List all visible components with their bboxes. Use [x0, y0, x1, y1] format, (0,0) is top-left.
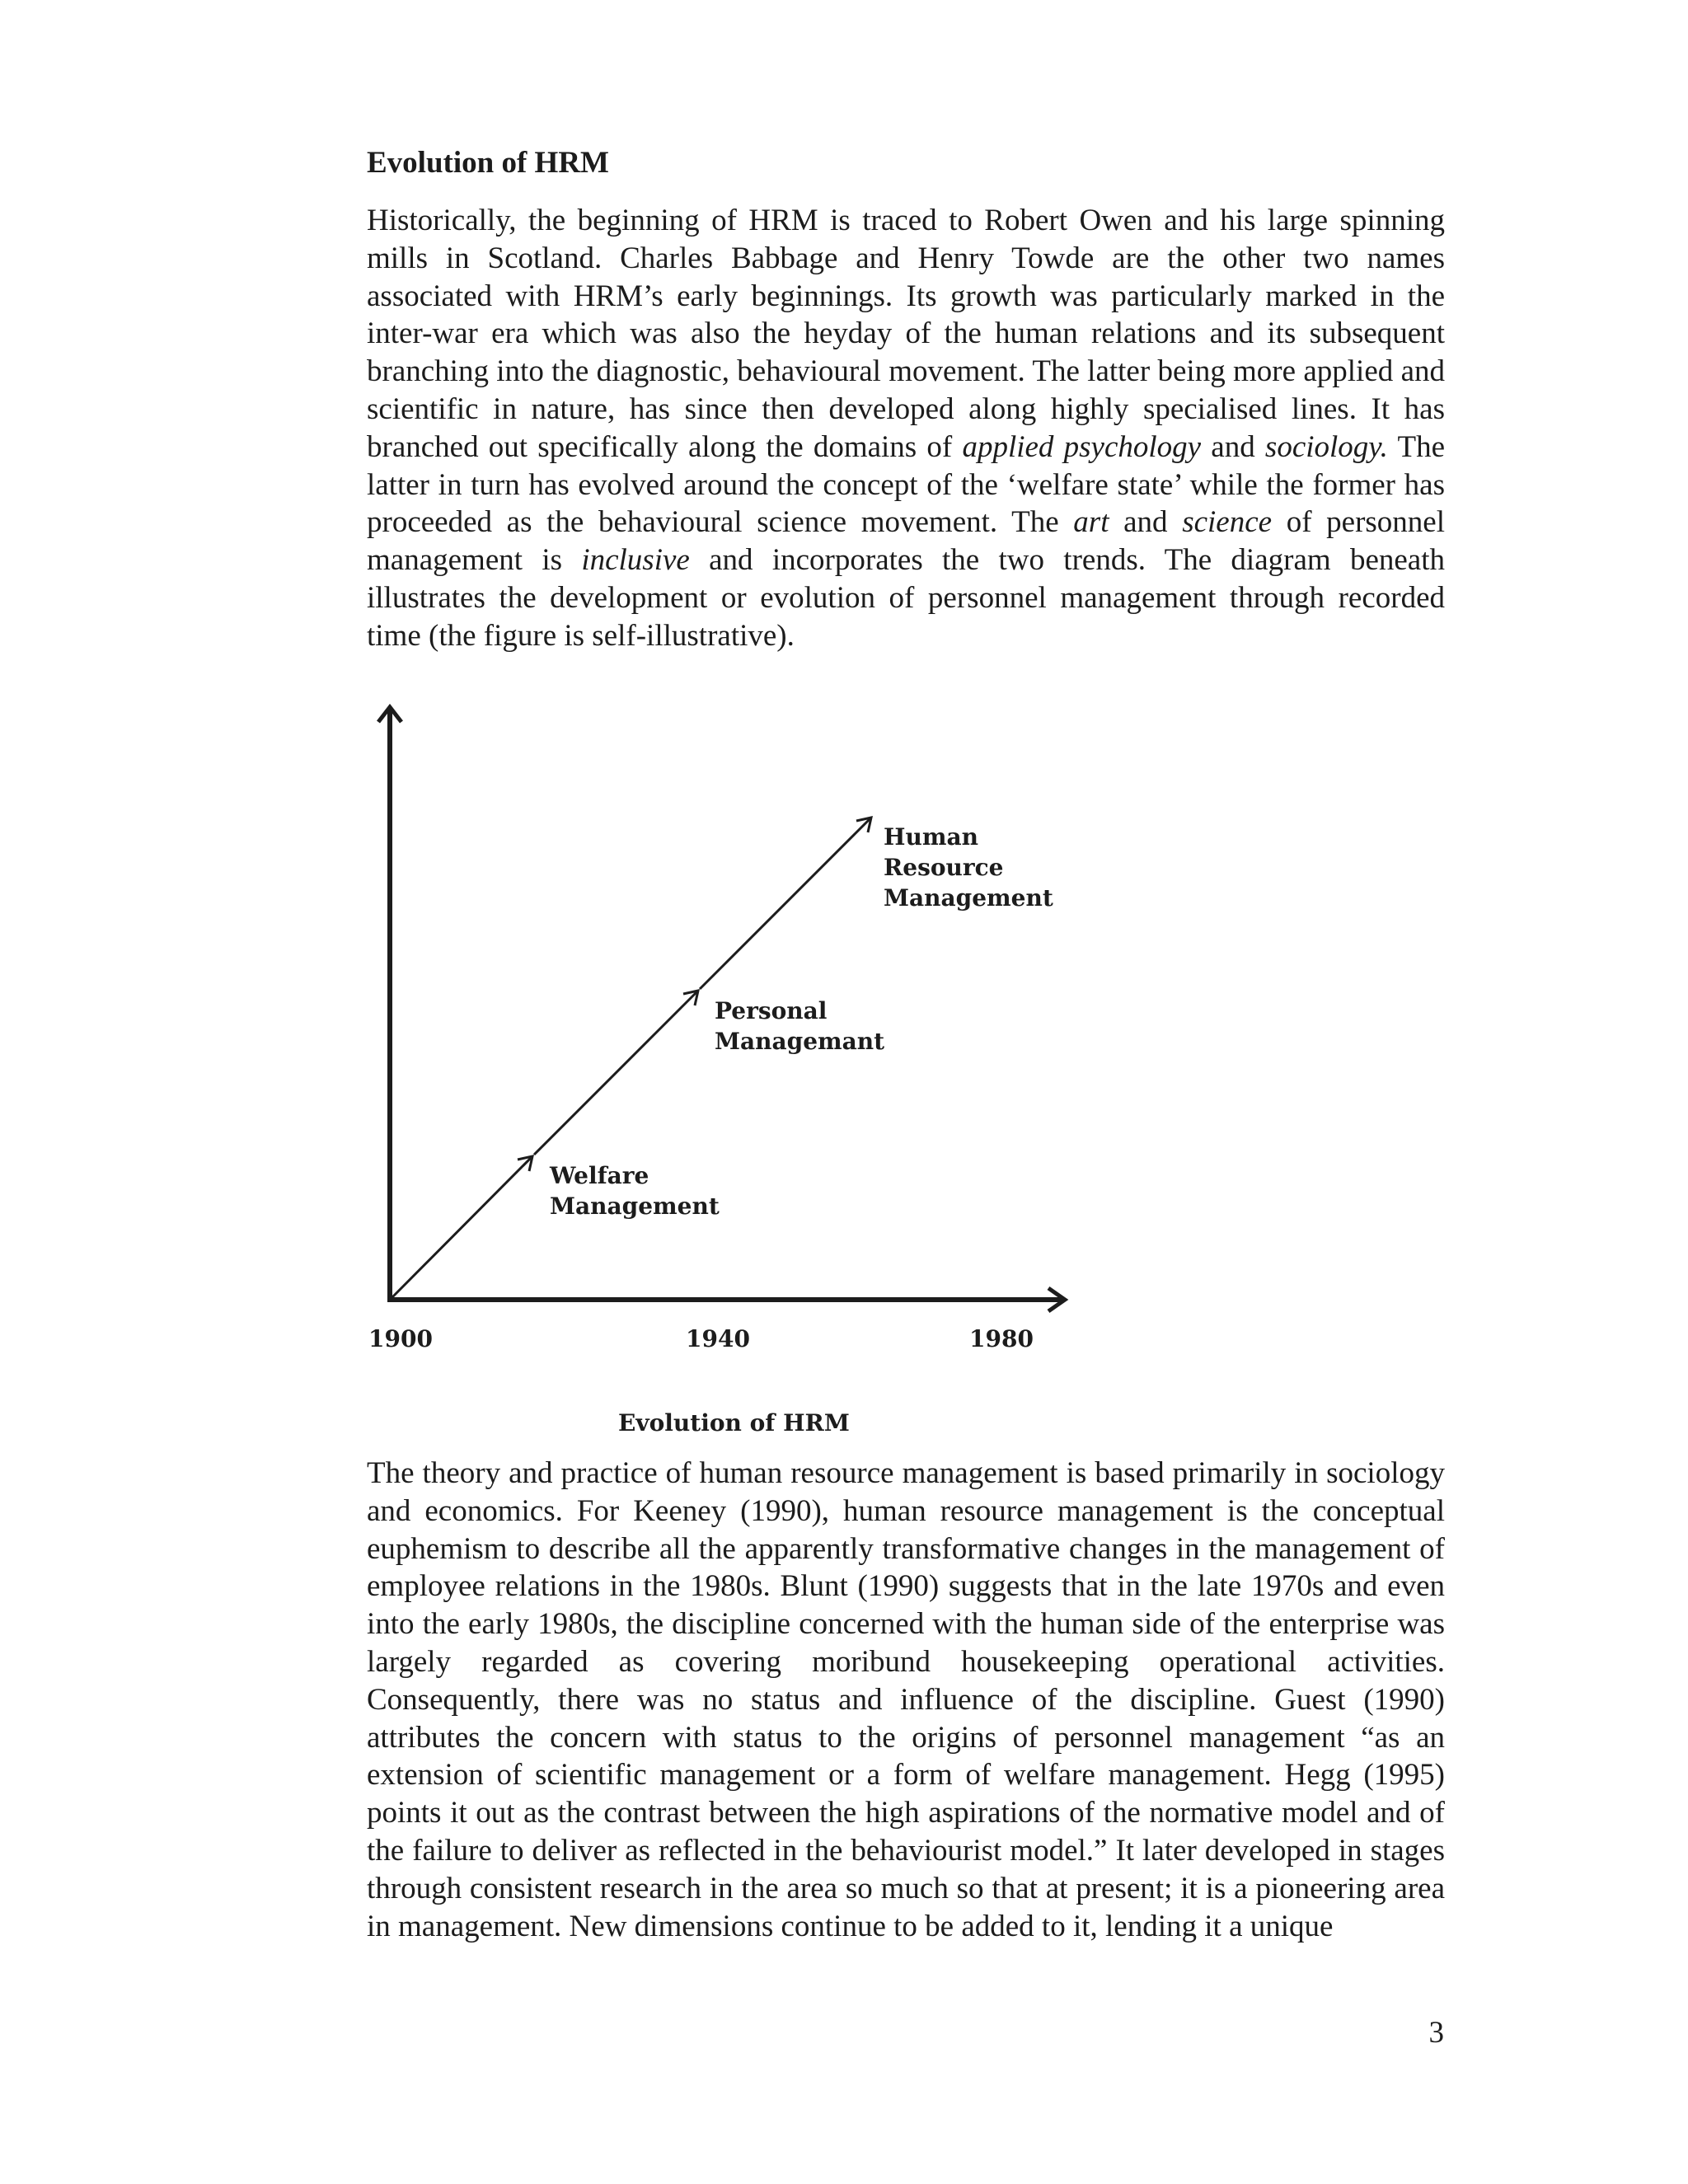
page-number: 3: [1428, 2016, 1444, 2050]
figure-caption: Evolution of HRM: [618, 1409, 850, 1436]
intro-paragraph: [367, 202, 1445, 655]
evolution-diagram: [354, 701, 1096, 1459]
italic-term: applied psychology: [962, 429, 1202, 464]
italic-term: inclusive: [581, 543, 690, 578]
text-run: The latter in turn has evolved around the concept of the ‘welfare state’ while the former has proceeded as the behavioural science movement. The: [367, 429, 1445, 540]
year-label-1940: 1940: [686, 1325, 750, 1352]
text-run: and incorporates the two trends. The diagram beneath illustrates the development or evolution of personnel management through recorded time (the figure is self-illustrative).: [367, 543, 1445, 653]
italic-term: science: [1182, 505, 1273, 540]
stage-label-personal-line2: Managemant: [715, 1028, 885, 1055]
stage-label-hrm-line3: Management: [884, 884, 1053, 912]
stage-label-hrm-line1: Human: [884, 823, 978, 851]
text-run: and: [1201, 429, 1265, 464]
stage-label-welfare-line1: Welfare: [550, 1162, 649, 1189]
stage-label-personal-line1: Personal: [715, 997, 828, 1024]
year-label-1900: 1900: [368, 1325, 433, 1352]
text-run: and: [1109, 505, 1183, 540]
stage-arrow-welfare: [392, 1156, 532, 1298]
stage-arrow-hrm: [700, 818, 871, 989]
year-label-1980: 1980: [969, 1325, 1034, 1352]
stage-label-hrm-line2: Resource: [884, 854, 1004, 881]
italic-term: sociology.: [1264, 429, 1388, 464]
text-run: of personnel management is: [367, 505, 1445, 578]
body-paragraph: The theory and practice of human resource management is based primarily in sociology and economics. For Keeney (1990), human resource management is the conceptual euphemism to describe all the apparently transformative changes in the management of employee relations in the 1980s. Blunt (1990) suggests that in the late 1970s and even into the early 1980s, the discipline concerned with the human side of the enterprise was largely regarded as covering moribund housekeeping operational activities. Consequently, there was no status and influence of the discipline. Guest (1990) attributes the concern with status to the origins of personnel management “as an extension of scientific management or a form of welfare management. Hegg (1995) points it out as the contrast between the high aspirations of the normative model and of the failure to deliver as reflected in the behaviourist model.” It later developed in stages through consistent research in the area so much so that at present; it is a pioneering area in management. New dimensions continue to be added to it, lending it a unique: [367, 1456, 1445, 1943]
evolution-diagram-svg: [354, 701, 1096, 1459]
section-heading: Evolution of HRM: [367, 146, 609, 180]
italic-term: art: [1073, 505, 1109, 540]
stage-arrow-personal: [534, 991, 698, 1155]
stage-label-welfare-line2: Management: [550, 1193, 720, 1220]
text-run: Historically, the beginning of HRM is traced to Robert Owen and his large spinning mills in Scotland. Charles Babbage and Henry Towde are the other two names associated with HRM’s early beginnings. Its growth was particularly marked in the inter-war era which was also the heyday of the human relations and its subsequent branching into the diagnostic, behavioural movement. The latter being more applied and scientific in nature, has since then developed along highly specialised lines. It has branched out specifically along the domains of: [367, 204, 1445, 464]
